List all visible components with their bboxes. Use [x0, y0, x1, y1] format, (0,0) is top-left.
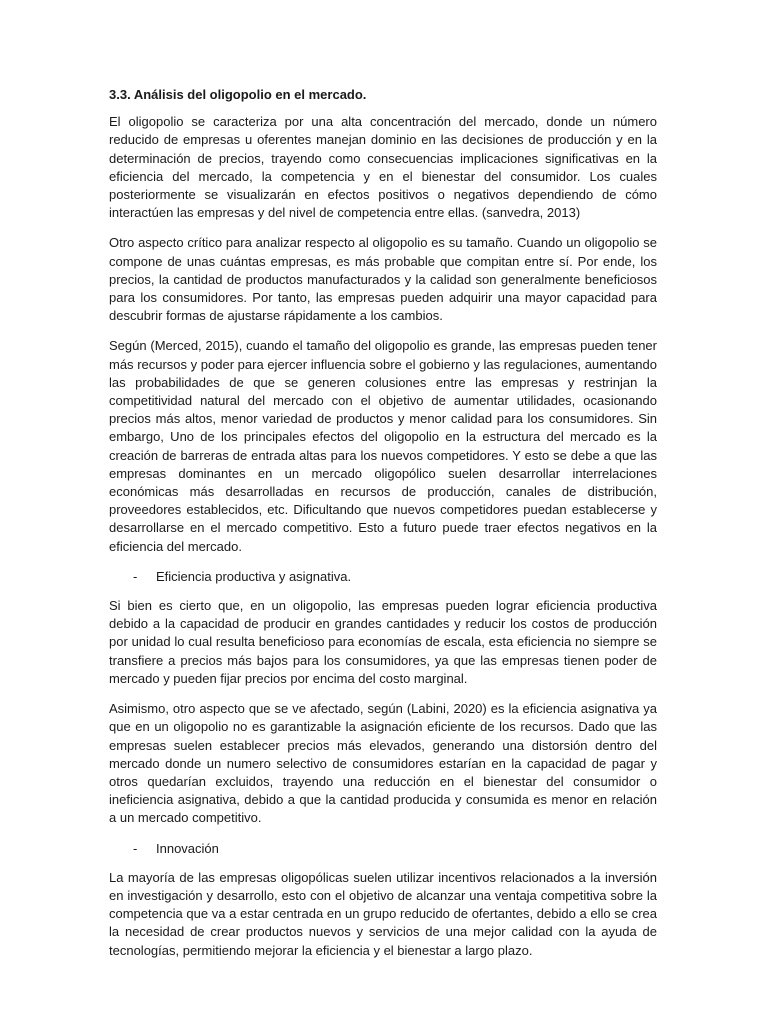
paragraph-oligopolio-size: Otro aspecto crítico para analizar respecto al oligopolio es su tamaño. Cuando un oligopolio se compone de unas cuántas empresas, es más probable que compitan entre sí. Por ende, los precios, la cantidad de productos manufacturados y la calidad son generalmente beneficiosos para los consumidores. Por tanto, las empresas pueden adquirir una mayor capacidad para descubrir formas de ajustarse rápidamente a los cambios.: [109, 235, 657, 324]
bullet-item-innovacion: [109, 840, 657, 858]
paragraph-eficiencia-asignativa: Asimismo, otro aspecto que se ve afectado, según (Labini, 2020) es la eficiencia asignativa ya que en un oligopolio no es garantizable la asignación eficiente de los recursos. Dado que las empresas suelen establecer precios más elevados, generando una distorsión dentro del mercado donde un numero selectivo de consumidores estarían en la capacidad de pagar y otros quedarían excluidos, trayendo una reducción en el bienestar del consumidor o ineficiencia asignativa, debido a que la cantidad producida y consumida es menor en relación a un mercado competitivo.: [109, 701, 657, 826]
bullet-text: Innovación: [156, 840, 219, 856]
paragraph-eficiencia-productiva: Si bien es cierto que, en un oligopolio, las empresas pueden lograr eficiencia productiva debido a la capacidad de producir en grandes cantidades y reducir los costos de producción por unidad lo cual resulta beneficioso para economías de escala, esta eficiencia no siempre se transfiere a precios más bajos para los consumidores, ya que las empresas tienen poder de mercado y pueden fijar precios por encima del costo marginal.: [109, 598, 657, 686]
document-content: [109, 86, 657, 972]
bullet-text: Eficiencia productiva y asignativa.: [156, 568, 352, 584]
bullet-marker: -: [133, 568, 138, 584]
bullet-marker: -: [133, 840, 138, 856]
section-heading: 3.3. Análisis del oligopolio en el mercado.: [109, 87, 367, 102]
paragraph-large-oligopolio: Según (Merced, 2015), cuando el tamaño del oligopolio es grande, las empresas pueden tener más recursos y poder para ejercer influencia sobre el gobierno y las regulaciones, aumentando las probabilidades de que se generen colusiones entre las empresas y restrinjan la competitividad natural del mercado con el objetivo de aumentar utilidades, ocasionando precios más altos, menor variedad de productos y menor calidad para los consumidores. Sin embargo, Uno de los principales efectos del oligopolio en la estructura del mercado es la creación de barreras de entrada altas para los nuevos competidores. Y esto se debe a que las empresas dominantes en un mercado oligopólico suelen desarrollar interrelaciones económicas más desarrolladas en recursos de producción, canales de distribución, proveedores establecidos, etc. Dificultando que nuevos competidores puedan establecerse y desarrollarse en el mercado competitivo. Esto a futuro puede traer efectos negativos en la eficiencia del mercado.: [109, 338, 657, 554]
paragraph-innovacion: La mayoría de las empresas oligopólicas suelen utilizar incentivos relacionados a la inversión en investigación y desarrollo, esto con el objetivo de alcanzar una ventaja competitiva sobre la competencia que va a estar centrada en un grupo reducido de ofertantes, debido a ello se crea la necesidad de crear productos nuevos y servicios de una mejor calidad con la ayuda de tecnologías, permitiendo mejorar la eficiencia y el bienestar a largo plazo.: [109, 869, 657, 958]
bullet-item-eficiencia: [109, 568, 657, 586]
paragraph-oligopolio-definition: El oligopolio se caracteriza por una alta concentración del mercado, donde un número reducido de empresas u oferentes manejan dominio en las decisiones de producción y en la determinación de precios, trayendo como consecuencias implicaciones significativas en la eficiencia del mercado, la competencia y en el bienestar del consumidor. Los cuales posteriormente se visualizarán en efectos positivos o negativos dependiendo de cómo interactúen las empresas y del nivel de competencia entre ellas. (sanvedra, 2013): [109, 114, 657, 221]
